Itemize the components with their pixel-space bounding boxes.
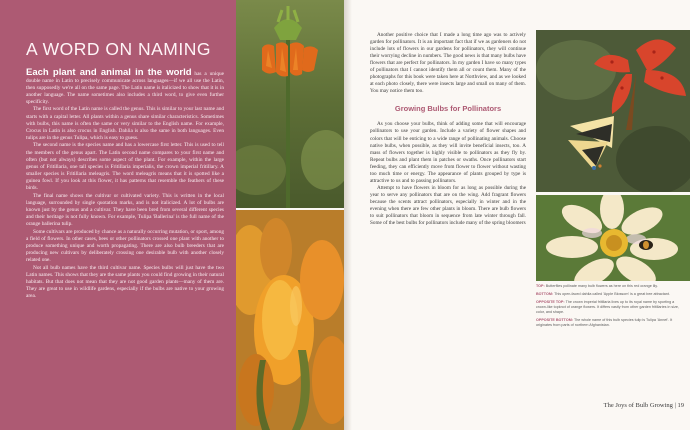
section-heading: A WORD ON NAMING	[26, 39, 211, 59]
photo-tulips	[236, 210, 344, 430]
right-paragraph-1: Another positive choice that I made a long time ago was to actively garden for pollinators. It is an important fact that if we as gardeners do not include lots of flowers in our gardens for pollinators, they will continue their worrying decline in numbers. The good news is that many bulbs have flowers that are perfect for pollinators. In my garden I have so many types of pollinators that I cannot identify them all or count them. Many of the photographs for this book were taken here at Northview, and as we looked at each photo closely, there were insects large and small on many of them. You may notice them too.	[370, 32, 526, 95]
lead-paragraph	[26, 67, 224, 106]
caption-top: TOP: Butterflies pollinate many bulb flowers as here on this red orange lily.	[536, 284, 658, 288]
left-paragraph-2: The second name is the species name and has a lowercase first letter. This is used to tell the members of the genus apart. The Latin second name compares to your first name and often (but not always) describes some aspect of the plant. For example, within the large genus of Fritillaria, one tall species is Fritillaria imperialis, the crown imperial fritillary. A smaller species is Fritillaria meleagris. The word meleagris means that it is spotted like a guinea fowl. If you look at this flower, it has patterns that resemble the feathers of these birds.	[26, 142, 224, 191]
footer-separator: |	[674, 402, 678, 409]
right-paragraph-2: As you choose your bulbs, think of adding some that will encourage pollinators to use your garden. Include a variety of flower shapes and colors that will be enticing to a wide range of pollinating animals. Choose native bulbs, when possible, as they will invite beneficial insects, too. A mass of flowers together is highly visible to pollinators as they fly by. Repeat bulbs and plant them in patches or swaths. Once pollinators start feeding, they can efficiently move from flower to flower without wasting too much time or energy. The appearance of plants grouped by type is attractive to us and to passing pollinators.	[370, 121, 526, 184]
page-gutter	[344, 0, 352, 430]
main-text-column	[370, 32, 526, 227]
photo-crown-imperial	[236, 0, 344, 208]
left-paragraph-4: Some cultivars are produced by chance as a naturally occurring mutation, or sport, among a field of flowers. In other cases, bees or other pollinators crossed one plant with another to produce something unique and worth propagating. There are also bulb breeders that are producing new cultivars by deliberately crossing one desirable bulb with another closely related one.	[26, 228, 224, 263]
lead-text: has a unique double name in Latin to precisely communicate across languages—if we all use the Latin, then supposedly we're all on the same page. The Latin name is italicized to show that it is in another language. The name sometimes also includes a third word, to give even further specificity.	[26, 71, 224, 106]
photo-lily-butterfly	[536, 30, 690, 192]
page-number: 19	[677, 402, 684, 409]
photo-dahlia-bee	[536, 195, 690, 281]
subheading: Growing Bulbs for Pollinators	[394, 104, 502, 114]
left-paragraph-5: Not all bulb names have the third cultivar name. Species bulbs will just have the two Latin names. This shows that they are the same plants you could find growing in their natural habitats. But that does not mean that they are not good garden plants—many of them are. They are great to use in wildlife gardens, especially if the bulbs are native to your growing area.	[26, 264, 224, 299]
sidebar-panel	[0, 0, 236, 430]
photo-captions	[536, 284, 684, 331]
caption-opposite-bottom: OPPOSITE BOTTOM: The whole name of this bulb species tulip is Tulipa 'Annet'. It originates from parts of northern Afghanistan.	[536, 318, 673, 327]
lead-emphasis: Each plant and animal in the world	[26, 67, 192, 78]
page-footer	[536, 402, 684, 409]
left-paragraph-1: The first word of the Latin name is called the genus. This is similar to your last name and starts with a capital letter. All plants within a genus share similar characteristics. Sometimes with bulbs, this name is often the same or very similar to the English name. For example, Crocus in Latin is also crocus in English. Dahlia is also the same in both languages. Even tulips are in the genus Tulipa, which is easy to guess.	[26, 106, 224, 141]
left-paragraph-3: The final name shows the cultivar or cultivated variety. This is written in the local language, surrounded by single quotation marks, and is not italicized. A lot of bulbs are known just by the genus and a cultivar. They have been bred from several different species and their heritage is not fully known. For example, Tulipa 'Ballerina' is the full name of the orange ballerina tulip.	[26, 192, 224, 227]
caption-bottom: BOTTOM: This open-faced dahlia called 'Apple Blossom' is a great bee attractant.	[536, 292, 670, 296]
running-title: The Joys of Bulb Growing	[603, 402, 673, 409]
right-paragraph-3: Attempt to have flowers in bloom for as long as possible during the year to serve any pollinators that are on the wing. Add fragrant flowers because the scents attract pollinators, especially in winter and in the evening when there are few other plants in bloom. There are bulb flowers to suit pollinators that bloom in sequence from late winter through fall. Some of the best bulbs for pollinators include many of the spring bloomers	[370, 184, 526, 227]
caption-opposite-top: OPPOSITE TOP: The crown imperial fritillaria lives up to its royal name by sporting a crown-like topknot of orange flowers. It differs vastly from other garden fritillaries in size, color, and shape.	[536, 300, 679, 314]
